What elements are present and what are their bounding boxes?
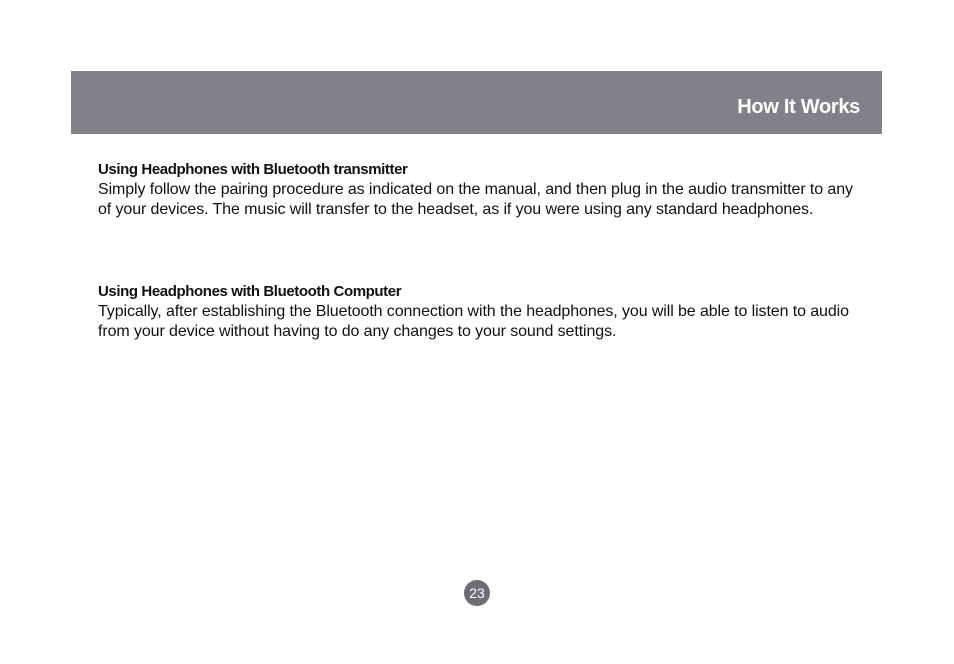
section-computer [98, 282, 868, 342]
section-heading: Using Headphones with Bluetooth transmitter [98, 161, 408, 178]
page-title: How It Works [737, 96, 860, 118]
section-heading: Using Headphones with Bluetooth Computer [98, 283, 402, 300]
section-body: Simply follow the pairing procedure as indicated on the manual, and then plug in the audio transmitter to any of your devices. The music will transfer to the headset, as if you were using any standard headphones. [98, 181, 853, 218]
section-body: Typically, after establishing the Bluetooth connection with the headphones, you will be able to listen to audio from your device without having to do any changes to your sound settings. [98, 303, 849, 340]
page-number-badge: 23 [464, 580, 490, 606]
header-bar [71, 71, 882, 134]
section-transmitter [98, 160, 868, 220]
